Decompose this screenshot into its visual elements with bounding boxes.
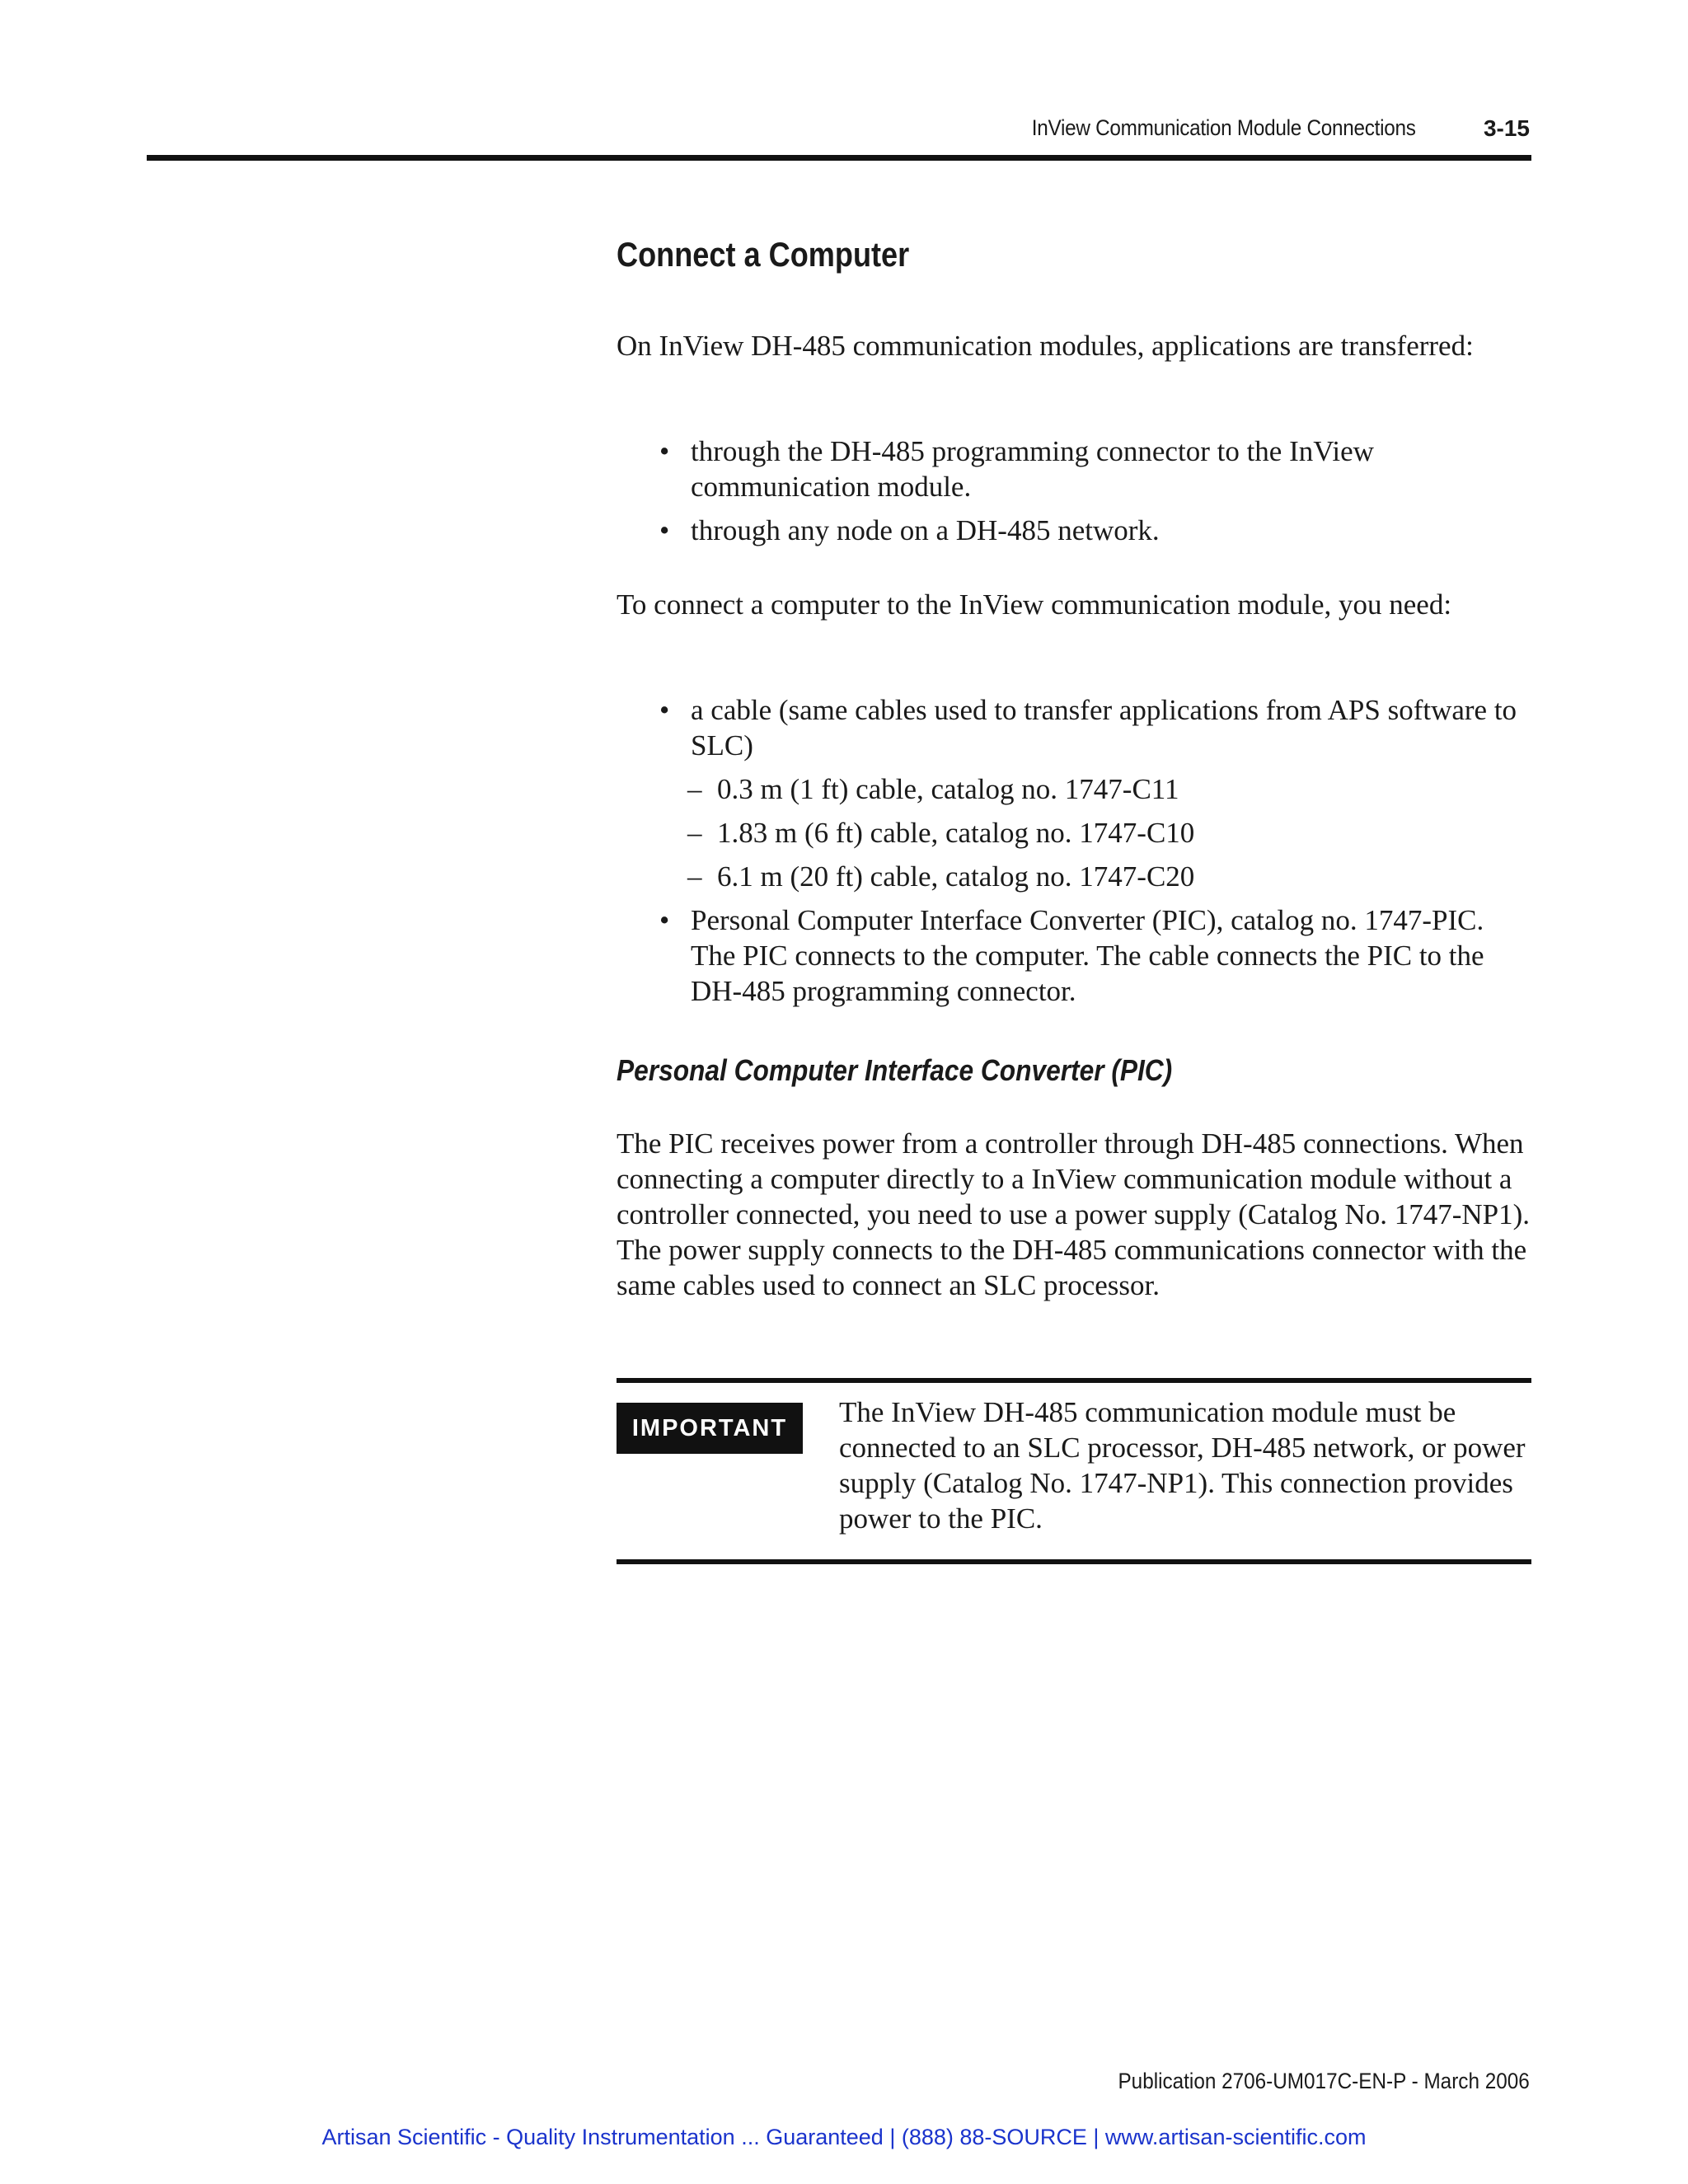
important-badge: IMPORTANT <box>617 1403 803 1454</box>
cable-option-text: 6.1 m (20 ft) cable, catalog no. 1747-C20 <box>717 860 1195 893</box>
cable-option-3 <box>687 859 1194 894</box>
bullet-icon: • <box>659 694 670 726</box>
dash-icon: – <box>687 773 702 805</box>
bullet-icon: • <box>659 435 670 467</box>
need-bullet-cable <box>659 692 1533 763</box>
bullet-text: Personal Computer Interface Converter (PIC), catalog no. 1747-PIC. The PIC connects to the computer. The cable connects the PIC to the DH-485 programming connector. <box>691 904 1484 1007</box>
intro-paragraph: On InView DH-485 communication modules, applications are transferred: <box>617 330 1474 362</box>
watermark-link[interactable]: Artisan Scientific - Quality Instrumentation ... Guaranteed | (888) 88-SOURCE | www.artisan-scientific.com <box>321 2125 1367 2149</box>
need-bullet-pic <box>659 902 1533 1009</box>
cable-option-text: 0.3 m (1 ft) cable, catalog no. 1747-C11 <box>717 773 1179 805</box>
bullet-icon: • <box>659 904 670 936</box>
cable-option-1 <box>687 771 1179 807</box>
important-text: The InView DH-485 communication module must be connected to an SLC processor, DH-485 network, or power supply (Catalog No. 1747-NP1). This connection provides power to the PIC. <box>839 1396 1526 1535</box>
bullet-text: through any node on a DH-485 network. <box>691 514 1160 546</box>
important-bottom-rule <box>617 1559 1531 1564</box>
bullet-text: through the DH-485 programming connector to the InView communication module. <box>691 435 1374 503</box>
important-top-rule <box>617 1378 1531 1383</box>
dash-icon: – <box>687 860 702 893</box>
bullet-text: a cable (same cables used to transfer applications from APS software to SLC) <box>691 694 1517 762</box>
dash-icon: – <box>687 817 702 849</box>
header-rule <box>147 155 1531 161</box>
section-title: Connect a Computer <box>617 235 910 274</box>
transfer-bullet-2 <box>659 513 1533 548</box>
publication-footer: Publication 2706-UM017C-EN-P - March 2006 <box>1118 2069 1530 2093</box>
page-number: 3-15 <box>1483 115 1530 141</box>
bullet-icon: • <box>659 514 670 546</box>
pic-paragraph: The PIC receives power from a controller through DH-485 connections. When connecting a computer directly to a InView communication module without a controller connected, you need to use a power supply (Catalog No. 1747-NP1). The power supply connects to the DH-485 communications connector with the same cables used to connect an SLC processor. <box>617 1127 1531 1301</box>
cable-option-text: 1.83 m (6 ft) cable, catalog no. 1747-C10 <box>717 817 1195 849</box>
pic-subheading: Personal Computer Interface Converter (PIC) <box>617 1053 1173 1087</box>
running-header-title: InView Communication Module Connections <box>1032 115 1416 140</box>
transfer-bullet-1 <box>659 434 1533 504</box>
need-paragraph: To connect a computer to the InView communication module, you need: <box>617 588 1452 621</box>
cable-option-2 <box>687 815 1194 851</box>
